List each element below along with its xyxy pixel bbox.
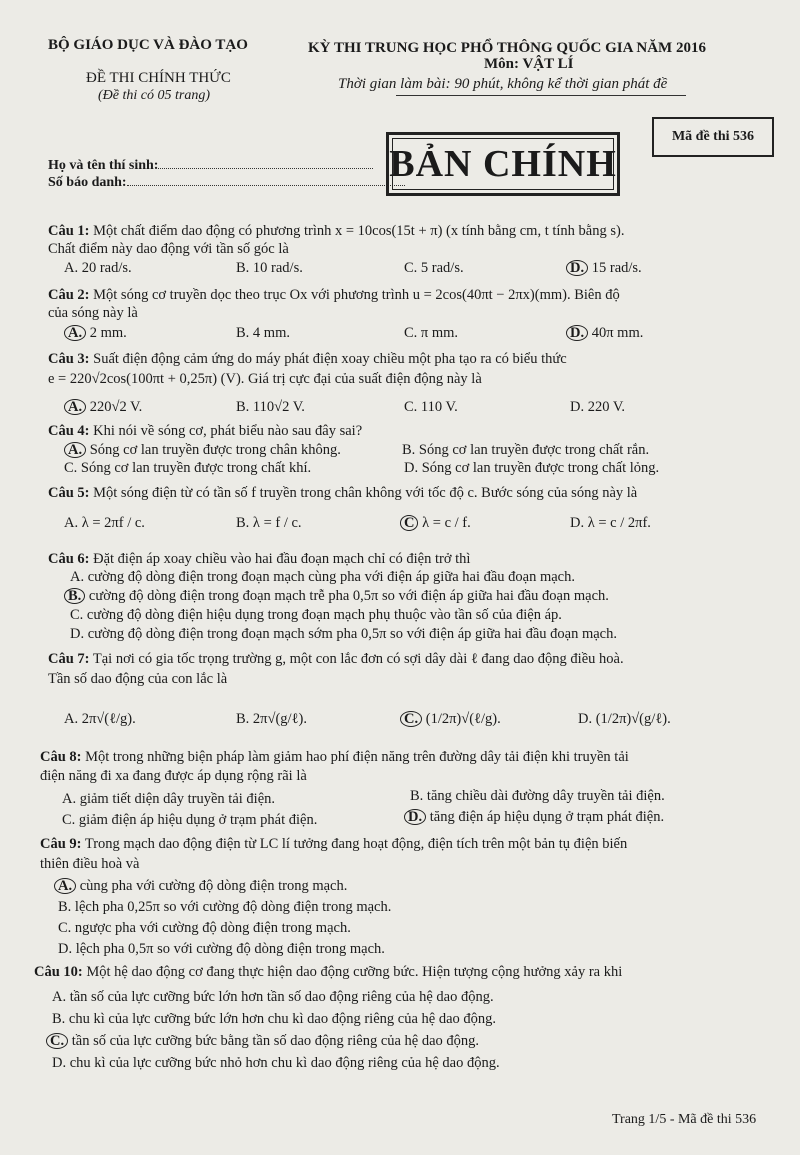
q3-option-c: C. 110 V. <box>404 399 458 415</box>
q6-option-b: B. cường độ dòng điện trong đoạn mạch trễ pha 0,5π so với điện áp giữa hai đầu đoạn mạch. <box>64 587 609 605</box>
q3-option-b: B. 110√2 V. <box>236 399 305 415</box>
q2-option-d: D. 40π mm. <box>566 324 643 342</box>
question-9-stem-2: thiên điều hoà và <box>40 856 140 872</box>
question-8-stem-2: điện năng đi xa đang được áp dụng rộng rãi là <box>40 768 307 784</box>
ministry-name: BỘ GIÁO DỤC VÀ ĐÀO TẠO <box>48 37 248 53</box>
q10-option-b: B. chu kì của lực cưỡng bức lớn hơn chu kì dao động riêng của hệ dao động. <box>52 1011 497 1027</box>
q10-option-a: A. tần số của lực cưỡng bức lớn hơn tần số dao động riêng của hệ dao động. <box>52 989 494 1005</box>
q1-option-c: C. 5 rad/s. <box>404 260 464 276</box>
q1-option-a: A. 20 rad/s. <box>64 260 132 276</box>
question-2-stem: Câu 2: Một sóng cơ truyền dọc theo trục Ox với phương trình u = 2cos(40πt − 2πx)(mm). Biên độ <box>48 287 620 303</box>
q9-option-d: D. lệch pha 0,5π so với cường độ dòng điện trong mạch. <box>58 941 385 957</box>
q1-option-d: D. 15 rad/s. <box>566 259 642 277</box>
q6-option-d: D. cường độ dòng điện trong đoạn mạch sớm pha 0,5π so với điện áp giữa hai đầu đoạn mạch. <box>70 626 617 642</box>
q3-option-a: A. 220√2 V. <box>64 398 142 416</box>
question-6-stem: Câu 6: Đặt điện áp xoay chiều vào hai đầu đoạn mạch chỉ có điện trở thì <box>48 551 471 567</box>
q7-option-c: C. (1/2π)√(ℓ/g). <box>400 710 501 728</box>
q8-option-b: B. tăng chiều dài đường dây truyền tải điện. <box>410 788 665 804</box>
q7-option-a: A. 2π√(ℓ/g). <box>64 711 136 727</box>
q5-option-d: D. λ = c / 2πf. <box>570 515 651 531</box>
q8-option-d: D. tăng điện áp hiệu dụng ở trạm phát điện. <box>404 808 664 826</box>
q1-option-b: B. 10 rad/s. <box>236 260 303 276</box>
q4-option-b: B. Sóng cơ lan truyền được trong chất rắn. <box>402 442 650 458</box>
question-10-stem: Câu 10: Một hệ dao động cơ đang thực hiện dao động cưỡng bức. Hiện tượng cộng hưởng xảy ra khi <box>34 964 623 980</box>
question-3-stem: Câu 3: Suất điện động cảm ứng do máy phát điện xoay chiều một pha tạo ra có biểu thức <box>48 351 567 367</box>
pages-note: (Đề thi có 05 trang) <box>98 88 210 103</box>
header-underline <box>396 95 686 96</box>
exam-code-box: Mã đề thi 536 <box>652 117 774 157</box>
q8-option-c: C. giảm điện áp hiệu dụng ở trạm phát điện. <box>62 812 318 828</box>
exam-title: KỲ THI TRUNG HỌC PHỔ THÔNG QUỐC GIA NĂM 2016 <box>308 40 706 56</box>
q8-option-a: A. giảm tiết diện dây truyền tải điện. <box>62 791 276 807</box>
question-3-stem-2: e = 220√2cos(100πt + 0,25π) (V). Giá trị cực đại của suất điện động này là <box>48 371 482 387</box>
exam-time: Thời gian làm bài: 90 phút, không kể thời gian phát đề <box>338 76 668 92</box>
q5-option-b: B. λ = f / c. <box>236 515 302 531</box>
question-7-stem: Câu 7: Tại nơi có gia tốc trọng trường g, một con lắc đơn có sợi dây dài ℓ đang dao động điều hoà. <box>48 651 624 667</box>
q5-option-a: A. λ = 2πf / c. <box>64 515 145 531</box>
page-footer: Trang 1/5 - Mã đề thi 536 <box>612 1112 757 1127</box>
q2-option-b: B. 4 mm. <box>236 325 290 341</box>
q3-option-d: D. 220 V. <box>570 399 626 415</box>
q4-option-d: D. Sóng cơ lan truyền được trong chất lỏng. <box>404 460 660 476</box>
candidate-name-field: Họ và tên thí sinh: <box>48 158 373 174</box>
question-1-stem-2: Chất điểm này dao động với tần số góc là <box>48 241 289 257</box>
question-7-stem-2: Tần số dao động của con lắc là <box>48 671 228 687</box>
question-9-stem: Câu 9: Trong mạch dao động điện từ LC lí tưởng đang hoạt động, điện tích trên một bản tụ điện biến <box>40 836 628 852</box>
question-8-stem: Câu 8: Một trong những biện pháp làm giảm hao phí điện năng trên đường dây tải điện khi truyền tải <box>40 749 629 765</box>
candidate-id-field: Số báo danh: <box>48 175 405 191</box>
q10-option-c: C. tần số của lực cưỡng bức bằng tần số dao động riêng của hệ dao động. <box>46 1032 479 1050</box>
official-exam-label: ĐỀ THI CHÍNH THỨC <box>86 70 231 86</box>
q9-option-c: C. ngược pha với cường độ dòng điện trong mạch. <box>58 920 351 936</box>
question-4-stem: Câu 4: Khi nói về sóng cơ, phát biểu nào sau đây sai? <box>48 423 363 439</box>
q4-option-a: A. Sóng cơ lan truyền được trong chân không. <box>64 441 341 459</box>
question-1-stem: Câu 1: Một chất điểm dao động có phương trình x = 10cos(15t + π) (x tính bằng cm, t tính bằng s). <box>48 223 625 239</box>
q5-option-c: C λ = c / f. <box>400 514 471 532</box>
question-2-stem-2: của sóng này là <box>48 305 138 321</box>
q9-option-b: B. lệch pha 0,25π so với cường độ dòng điện trong mạch. <box>58 899 392 915</box>
q4-option-c: C. Sóng cơ lan truyền được trong chất khí. <box>64 460 312 476</box>
question-5-stem: Câu 5: Một sóng điện từ có tần số f truyền trong chân không với tốc độ c. Bước sóng của sóng này là <box>48 485 638 501</box>
original-stamp: BẢN CHÍNH <box>386 132 620 196</box>
q9-option-a: A. cùng pha với cường độ dòng điện trong mạch. <box>54 877 347 895</box>
subject: Môn: VẬT LÍ <box>484 56 574 72</box>
q7-option-d: D. (1/2π)√(g/ℓ). <box>578 711 671 727</box>
q2-option-c: C. π mm. <box>404 325 459 341</box>
q2-option-a: A. 2 mm. <box>64 324 127 342</box>
q6-option-c: C. cường độ dòng điện hiệu dụng trong đoạn mạch phụ thuộc vào tần số của điện áp. <box>70 607 562 623</box>
q10-option-d: D. chu kì của lực cưỡng bức nhỏ hơn chu kì dao động riêng của hệ dao động. <box>52 1055 500 1071</box>
q6-option-a: A. cường độ dòng điện trong đoạn mạch cùng pha với điện áp giữa hai đầu đoạn mạch. <box>70 569 575 585</box>
q7-option-b: B. 2π√(g/ℓ). <box>236 711 307 727</box>
